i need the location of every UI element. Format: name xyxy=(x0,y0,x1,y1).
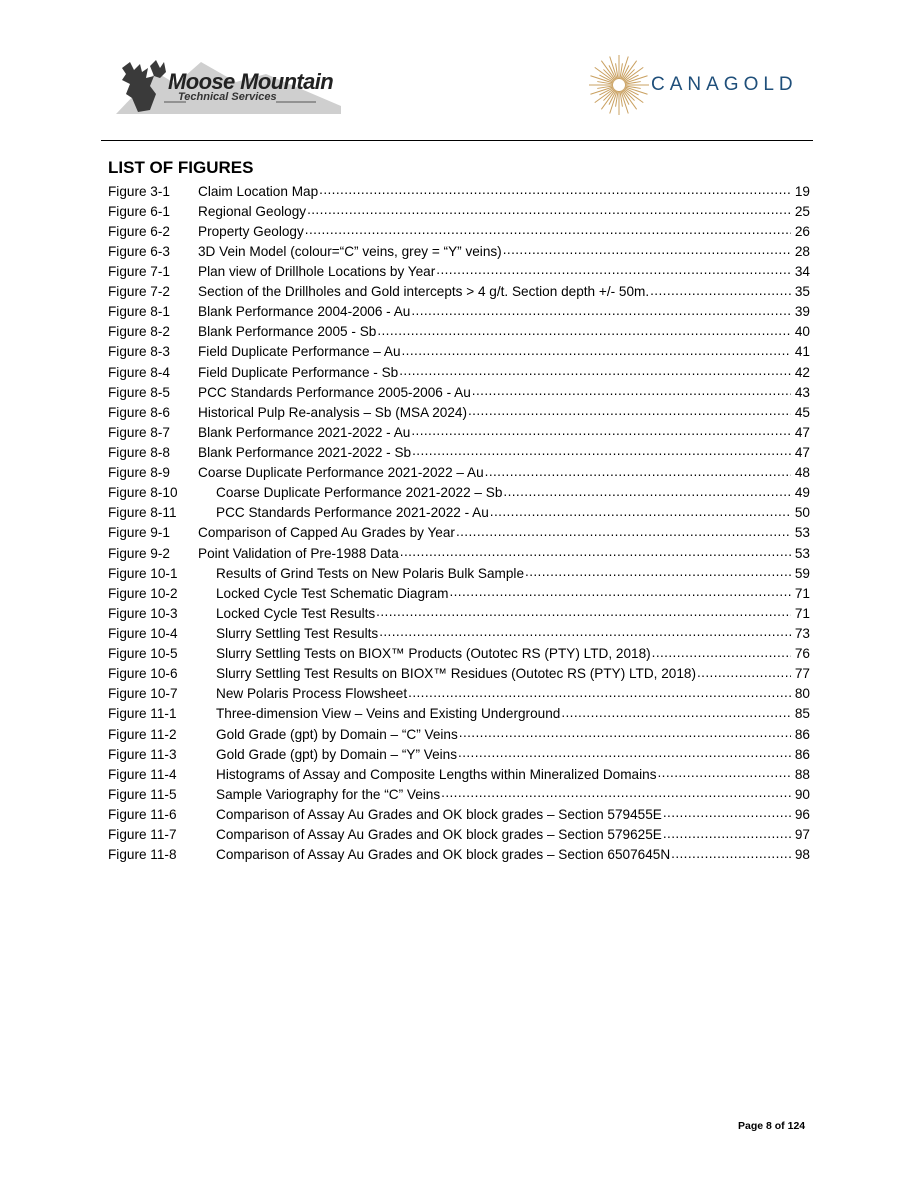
figure-entry[interactable] xyxy=(108,724,810,744)
dot-leader xyxy=(436,263,791,279)
dot-leader xyxy=(459,726,791,742)
figure-page-number: 47 xyxy=(794,444,810,460)
figure-entry[interactable] xyxy=(108,221,810,241)
figure-page-number: 39 xyxy=(794,304,810,320)
figure-entry[interactable] xyxy=(108,543,810,563)
dot-leader xyxy=(652,646,791,662)
figure-title: Regional Geology xyxy=(198,203,307,219)
figure-title: Coarse Duplicate Performance 2021-2022 – Sb xyxy=(216,485,503,501)
moose-mountain-title: Moose Mountain xyxy=(168,69,334,94)
figure-title: Section of the Drillholes and Gold intercepts > 4 g/t. Section depth +/- 50m. xyxy=(198,284,650,300)
figure-page-number: 86 xyxy=(794,746,810,762)
figure-entry[interactable] xyxy=(108,201,810,221)
figure-number: Figure 11-5 xyxy=(108,786,177,802)
figure-page-number: 53 xyxy=(794,545,810,561)
figure-title: Three-dimension View – Veins and Existing Underground xyxy=(216,706,561,722)
figure-page-number: 26 xyxy=(794,223,810,239)
figure-title: Comparison of Assay Au Grades and OK block grades – Section 579625E xyxy=(216,827,662,843)
figure-entry[interactable] xyxy=(108,382,810,402)
figure-title: Locked Cycle Test Schematic Diagram xyxy=(216,585,449,601)
dot-leader xyxy=(449,585,791,601)
figure-number: Figure 11-2 xyxy=(108,726,177,742)
dot-leader xyxy=(402,344,792,360)
figure-title: Comparison of Capped Au Grades by Year xyxy=(198,525,455,541)
figure-number: Figure 11-3 xyxy=(108,746,177,762)
figure-entry[interactable] xyxy=(108,644,810,664)
figure-number: Figure 8-1 xyxy=(108,304,170,320)
figure-title: Blank Performance 2004-2006 - Au xyxy=(198,304,411,320)
figure-title: Claim Location Map xyxy=(198,183,319,199)
figure-page-number: 19 xyxy=(794,183,810,199)
dot-leader xyxy=(399,364,791,380)
header-divider xyxy=(101,140,813,141)
figure-number: Figure 8-9 xyxy=(108,465,170,481)
figure-page-number: 49 xyxy=(794,485,810,501)
figure-page-number: 71 xyxy=(794,605,810,621)
figure-page-number: 59 xyxy=(794,565,810,581)
figure-number: Figure 8-5 xyxy=(108,384,170,400)
figure-page-number: 35 xyxy=(794,284,810,300)
figure-title: Plan view of Drillhole Locations by Year xyxy=(198,263,436,279)
figure-entry[interactable] xyxy=(108,241,810,261)
figure-title: Blank Performance 2021-2022 - Sb xyxy=(198,444,412,460)
figure-title: Results of Grind Tests on New Polaris Bulk Sample xyxy=(216,565,525,581)
figure-entry[interactable] xyxy=(108,342,810,362)
figure-page-number: 53 xyxy=(794,525,810,541)
dot-leader xyxy=(458,746,791,762)
figure-entry[interactable] xyxy=(108,282,810,302)
figure-page-number: 41 xyxy=(794,344,810,360)
dot-leader xyxy=(490,505,791,521)
figure-title: Comparison of Assay Au Grades and OK block grades – Section 579455E xyxy=(216,806,662,822)
figure-entry[interactable] xyxy=(108,603,810,623)
figure-entry[interactable] xyxy=(108,563,810,583)
figure-entry[interactable] xyxy=(108,463,810,483)
figure-number: Figure 8-8 xyxy=(108,444,170,460)
figure-entry[interactable] xyxy=(108,483,810,503)
figure-page-number: 71 xyxy=(794,585,810,601)
figure-entry[interactable] xyxy=(108,362,810,382)
figure-page-number: 80 xyxy=(794,686,810,702)
dot-leader xyxy=(503,485,791,501)
dot-leader xyxy=(525,565,791,581)
figure-page-number: 34 xyxy=(794,263,810,279)
figure-entry[interactable] xyxy=(108,804,810,824)
figure-number: Figure 10-7 xyxy=(108,686,178,702)
figure-entry[interactable] xyxy=(108,845,810,865)
dot-leader xyxy=(697,666,791,682)
figure-number: Figure 8-3 xyxy=(108,344,170,360)
dot-leader xyxy=(307,203,791,219)
figure-number: Figure 8-4 xyxy=(108,364,170,380)
figure-number: Figure 8-11 xyxy=(108,505,177,521)
figure-page-number: 77 xyxy=(794,666,810,682)
figure-page-number: 43 xyxy=(794,384,810,400)
figure-page-number: 88 xyxy=(794,766,810,782)
figure-entry[interactable] xyxy=(108,784,810,804)
figure-title: Blank Performance 2005 - Sb xyxy=(198,324,377,340)
figure-page-number: 42 xyxy=(794,364,810,380)
figure-entry[interactable] xyxy=(108,664,810,684)
dot-leader xyxy=(412,444,791,460)
figure-title: Property Geology xyxy=(198,223,304,239)
figure-page-number: 96 xyxy=(794,806,810,822)
sunburst-icon xyxy=(588,50,650,120)
page-number: Page 8 of 124 xyxy=(738,1120,806,1132)
figure-page-number: 40 xyxy=(794,324,810,340)
dot-leader xyxy=(400,545,791,561)
dot-leader xyxy=(468,404,791,420)
moose-mountain-subtitle: Technical Services xyxy=(178,91,277,103)
figure-entry[interactable] xyxy=(108,623,810,643)
figure-page-number: 48 xyxy=(794,465,810,481)
dot-leader xyxy=(456,525,791,541)
figure-title: Histograms of Assay and Composite Lengths within Mineralized Domains xyxy=(216,766,657,782)
figure-title: Field Duplicate Performance - Sb xyxy=(198,364,399,380)
figure-number: Figure 11-6 xyxy=(108,806,177,822)
figure-number: Figure 11-8 xyxy=(108,847,177,863)
dot-leader xyxy=(376,605,791,621)
figure-entry[interactable] xyxy=(108,402,810,422)
figure-number: Figure 8-10 xyxy=(108,485,178,501)
figure-page-number: 73 xyxy=(794,625,810,641)
figure-number: Figure 6-2 xyxy=(108,223,170,239)
dot-leader xyxy=(411,424,791,440)
figure-number: Figure 11-4 xyxy=(108,766,177,782)
figure-number: Figure 6-1 xyxy=(108,203,170,219)
figure-page-number: 76 xyxy=(794,646,810,662)
figure-entry[interactable] xyxy=(108,322,810,342)
dot-leader xyxy=(377,324,791,340)
dot-leader xyxy=(408,686,791,702)
figure-entry[interactable] xyxy=(108,442,810,462)
figure-number: Figure 3-1 xyxy=(108,183,170,199)
dot-leader xyxy=(503,243,791,259)
figure-number: Figure 9-1 xyxy=(108,525,170,541)
figure-page-number: 90 xyxy=(794,786,810,802)
figure-page-number: 98 xyxy=(794,847,810,863)
dot-leader xyxy=(441,786,791,802)
figure-title: Comparison of Assay Au Grades and OK block grades – Section 6507645N xyxy=(216,847,671,863)
figure-number: Figure 6-3 xyxy=(108,243,170,259)
figure-page-number: 50 xyxy=(794,505,810,521)
figure-title: PCC Standards Performance 2005-2006 - Au xyxy=(198,384,471,400)
figure-page-number: 85 xyxy=(794,706,810,722)
figure-title: Slurry Settling Test Results on BIOX™ Residues (Outotec RS (PTY) LTD, 2018) xyxy=(216,666,696,682)
canagold-wordmark: CANAGOLD xyxy=(651,74,798,95)
figure-number: Figure 11-1 xyxy=(108,706,177,722)
figure-number: Figure 7-2 xyxy=(108,284,170,300)
figure-number: Figure 10-3 xyxy=(108,605,178,621)
dot-leader xyxy=(379,625,791,641)
canagold-logo xyxy=(588,50,808,120)
figure-entry[interactable] xyxy=(108,583,810,603)
dot-leader xyxy=(411,304,791,320)
figure-entry[interactable] xyxy=(108,825,810,845)
dot-leader xyxy=(305,223,791,239)
dot-leader xyxy=(650,284,791,300)
figure-number: Figure 9-2 xyxy=(108,545,170,561)
figure-page-number: 45 xyxy=(794,404,810,420)
figure-title: New Polaris Process Flowsheet xyxy=(216,686,408,702)
dot-leader xyxy=(472,384,791,400)
figure-title: Slurry Settling Tests on BIOX™ Products (Outotec RS (PTY) LTD, 2018) xyxy=(216,646,651,662)
dot-leader xyxy=(663,827,791,843)
figure-number: Figure 10-4 xyxy=(108,625,178,641)
figure-number: Figure 8-6 xyxy=(108,404,170,420)
figure-page-number: 28 xyxy=(794,243,810,259)
figure-entry[interactable] xyxy=(108,503,810,523)
figure-title: PCC Standards Performance 2021-2022 - Au xyxy=(216,505,489,521)
figure-title: Gold Grade (gpt) by Domain – “C” Veins xyxy=(216,726,458,742)
figure-number: Figure 10-5 xyxy=(108,646,178,662)
figure-number: Figure 10-2 xyxy=(108,585,178,601)
figure-entry[interactable] xyxy=(108,523,810,543)
figure-number: Figure 11-7 xyxy=(108,827,177,843)
figure-page-number: 86 xyxy=(794,726,810,742)
figure-entry[interactable] xyxy=(108,261,810,281)
figure-title: Slurry Settling Test Results xyxy=(216,625,379,641)
figure-entry[interactable] xyxy=(108,684,810,704)
figure-entry[interactable] xyxy=(108,422,810,442)
list-of-figures-heading: LIST OF FIGURES xyxy=(108,158,254,177)
figure-number: Figure 10-6 xyxy=(108,666,178,682)
figure-entry[interactable] xyxy=(108,744,810,764)
figure-title: 3D Vein Model (colour=“C” veins, grey = “Y” veins) xyxy=(198,243,502,259)
dot-leader xyxy=(671,847,791,863)
figure-entry[interactable] xyxy=(108,704,810,724)
moose-mountain-logo xyxy=(116,54,346,116)
figure-page-number: 97 xyxy=(794,827,810,843)
dot-leader xyxy=(663,806,791,822)
figure-title: Historical Pulp Re-analysis – Sb (MSA 2024) xyxy=(198,404,467,420)
figure-number: Figure 10-1 xyxy=(108,565,178,581)
figure-entry[interactable] xyxy=(108,302,810,322)
figure-title: Locked Cycle Test Results xyxy=(216,605,376,621)
dot-leader xyxy=(319,183,791,199)
figure-number: Figure 8-2 xyxy=(108,324,170,340)
figure-page-number: 25 xyxy=(794,203,810,219)
figure-title: Gold Grade (gpt) by Domain – “Y” Veins xyxy=(216,746,458,762)
figure-title: Sample Variography for the “C” Veins xyxy=(216,786,441,802)
figure-title: Field Duplicate Performance – Au xyxy=(198,344,401,360)
figure-entry[interactable] xyxy=(108,181,810,201)
dot-leader xyxy=(658,766,792,782)
figure-title: Coarse Duplicate Performance 2021-2022 – Au xyxy=(198,465,484,481)
figure-title: Point Validation of Pre-1988 Data xyxy=(198,545,399,561)
list-of-figures xyxy=(108,181,810,865)
figure-entry[interactable] xyxy=(108,764,810,784)
figure-title: Blank Performance 2021-2022 - Au xyxy=(198,424,411,440)
dot-leader xyxy=(561,706,791,722)
figure-number: Figure 7-1 xyxy=(108,263,170,279)
dot-leader xyxy=(485,465,791,481)
figure-number: Figure 8-7 xyxy=(108,424,170,440)
page-header xyxy=(0,0,918,142)
figure-page-number: 47 xyxy=(794,424,810,440)
